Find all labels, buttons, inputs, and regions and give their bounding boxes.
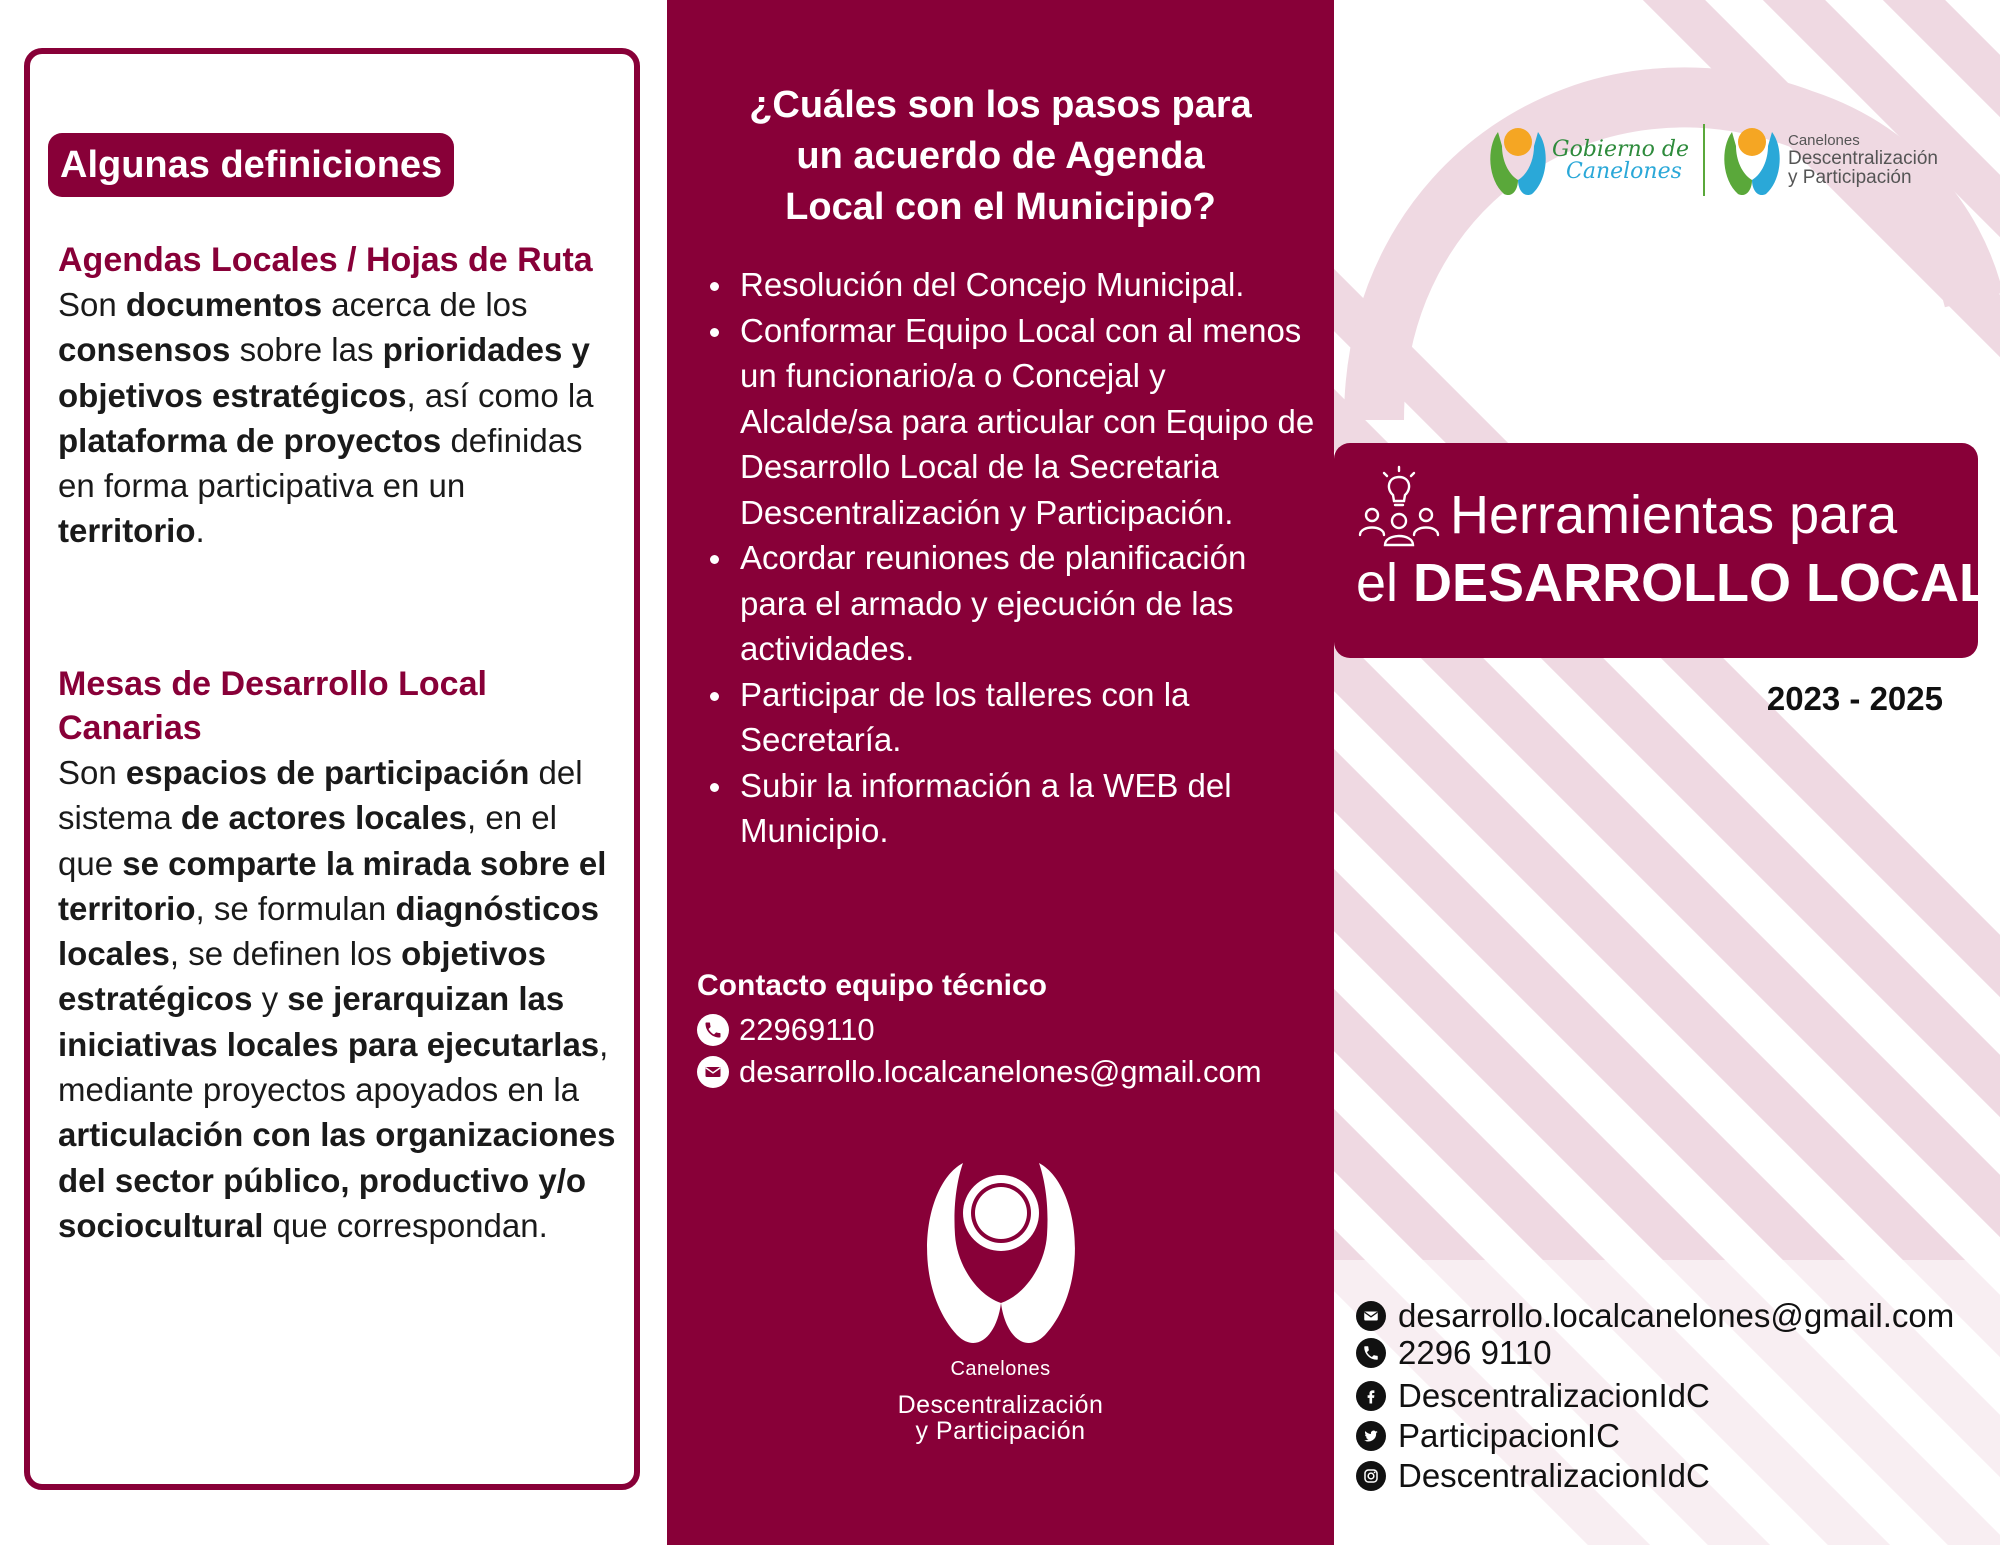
cover-email-text: desarrollo.localcanelones@gmail.com [1398, 1297, 1955, 1334]
cover-twitter[interactable] [1356, 1417, 1620, 1455]
phone-icon [697, 1014, 729, 1046]
cover-title-line1: Herramientas para [1450, 485, 1898, 545]
logo-label-participacion: y Participación [915, 1417, 1086, 1445]
cover-instagram-text: DescentralizacionIdC [1398, 1457, 1710, 1494]
steps-panel [667, 0, 1334, 1545]
step-item: Acordar reuniones de planificación para el armado y ejecución de las actividades. [740, 535, 1320, 672]
gobierno-logo-text: Gobierno de [1552, 137, 1689, 162]
instagram-icon [1356, 1461, 1386, 1491]
cover-facebook-text: DescentralizacionIdC [1398, 1377, 1710, 1414]
cover-title-line2: el DESARROLLO LOCAL [1356, 553, 1993, 613]
contact-phone-text: 22969110 [739, 1012, 875, 1047]
cover-phone-text: 2296 9110 [1398, 1334, 1552, 1371]
cover-phone[interactable] [1356, 1334, 1552, 1372]
phone-icon [1356, 1338, 1386, 1368]
mesas-title: Mesas de Desarrollo Local Canarias [58, 665, 487, 747]
step-item: Participar de los talleres con la Secretaría. [740, 672, 1320, 763]
step-item: Conformar Equipo Local con al menos un funcionario/a o Concejal y Alcalde/sa para articular con Equipo de Desarrollo Local de la Secretaria Descentralización y Participación. [740, 308, 1320, 536]
step-item: Subir la información a la WEB del Municipio. [740, 763, 1320, 854]
definitions-badge: Algunas definiciones [48, 133, 454, 197]
cover-instagram[interactable] [1356, 1457, 1710, 1495]
cover-email[interactable] [1356, 1297, 1954, 1335]
agendas-title: Agendas Locales / Hojas de Ruta [58, 241, 593, 279]
cover-panel [1334, 0, 2000, 1545]
definitions-panel [0, 0, 667, 1545]
contact-title: Contacto equipo técnico [697, 969, 1048, 1002]
team-idea-icon [1356, 465, 1442, 551]
email-icon [697, 1056, 729, 1088]
twitter-icon [1356, 1421, 1386, 1451]
dp-logo-text-1: Canelones [1788, 132, 1860, 149]
years-range: 2023 - 2025 [1766, 680, 1943, 717]
contact-email[interactable] [697, 1052, 1262, 1092]
email-icon [1356, 1301, 1386, 1331]
contact-email-text: desarrollo.localcanelones@gmail.com [739, 1054, 1262, 1089]
contact-phone[interactable] [697, 1010, 875, 1050]
dp-logo-text-2: Descentralización [1788, 148, 1938, 169]
canelones-logo [917, 1155, 1085, 1355]
cover-title-box [1334, 443, 1993, 658]
dp-logo-text-3: y Participación [1788, 167, 1912, 188]
facebook-icon [1356, 1381, 1386, 1411]
cover-twitter-text: ParticipacionIC [1398, 1417, 1620, 1454]
logo-label-descentralizacion: Descentralización [897, 1391, 1104, 1419]
agendas-text: Son documentos acerca de los consensos sobre las prioridades y objetivos estratégicos, así como la plataforma de proyectos definidas en forma participativa en un territorio. [58, 286, 594, 550]
cover-facebook[interactable] [1356, 1377, 1710, 1415]
agendas-definition [58, 238, 618, 554]
mesas-definition [58, 662, 618, 1248]
mesas-text: Son espacios de participación del sistema de actores locales, en el que se comparte la mirada sobre el territorio, se formulan diagnósticos locales, se definen los objetivos estratégicos y se jerarquizan las iniciativas locales para ejecutarlas, mediante proyectos apoyados en la articulación con las organizaciones del sector público, productivo y/o sociocultural que correspondan. [58, 754, 616, 1244]
steps-list [740, 262, 1320, 854]
steps-question: ¿Cuáles son los pasos para un acuerdo de Agenda Local con el Municipio? [749, 84, 1252, 228]
logo-label-canelones: Canelones [950, 1358, 1051, 1380]
step-item: Resolución del Concejo Municipal. [740, 262, 1320, 308]
gobierno-logo-text-2: Canelones [1566, 159, 1682, 184]
